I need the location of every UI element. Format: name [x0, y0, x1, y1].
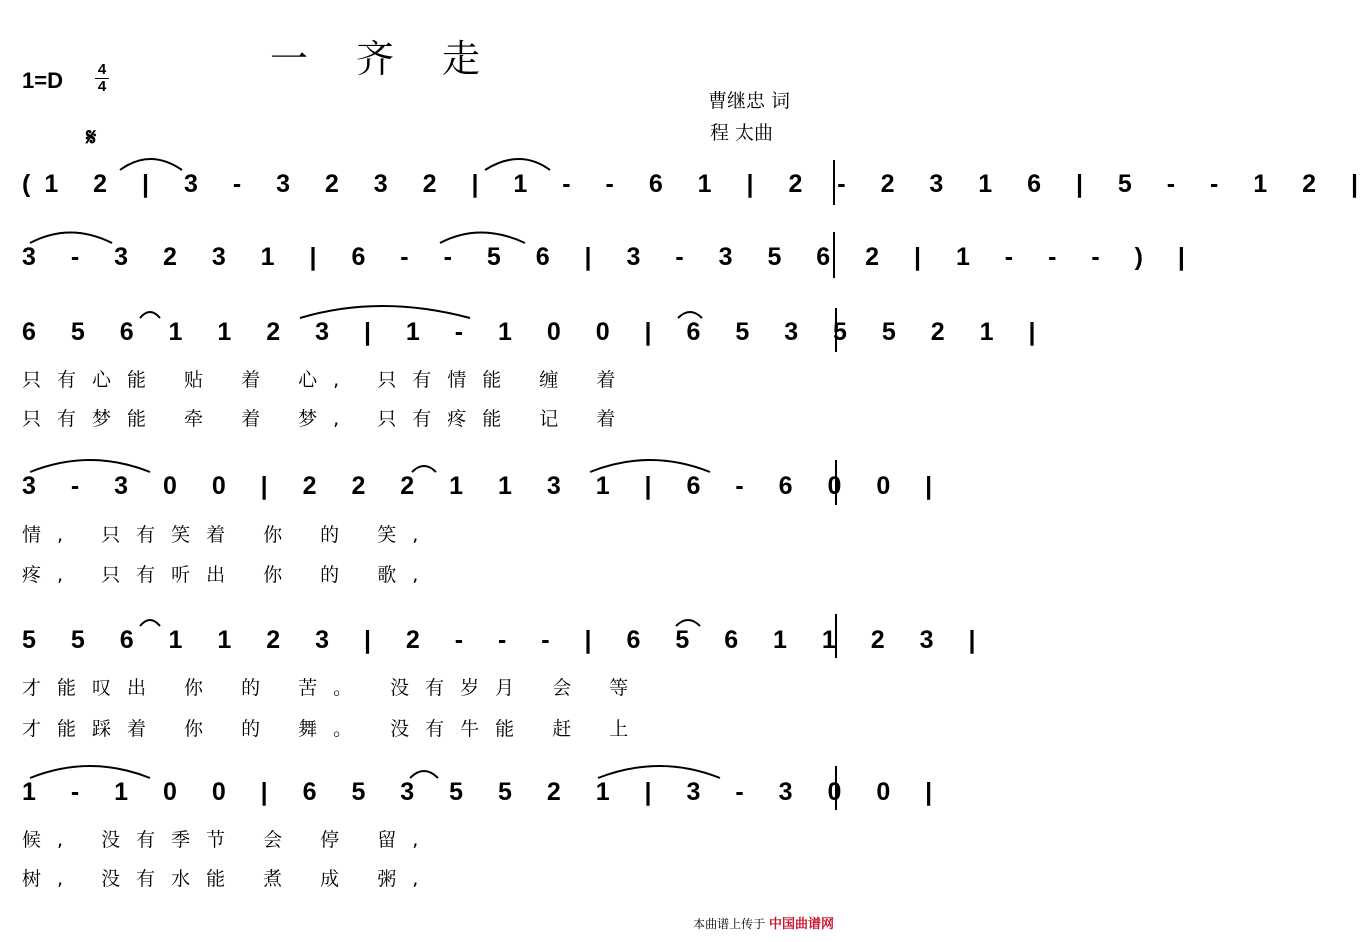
- lyric-line-6a: 候, 没有季节 会 停 留,: [22, 829, 435, 851]
- slur-arc: [410, 771, 438, 778]
- composer-credit: 程 太曲: [710, 122, 774, 144]
- footer-credit: [693, 913, 834, 932]
- slur-arc: [678, 312, 702, 318]
- footer-text: 本曲谱上传于: [693, 917, 766, 931]
- score-line-6: 1 - 1 0 0 | 6 5 3 5 5 2 1 | 3 - 3 0 0 |: [22, 778, 947, 806]
- key-signature: 1=D: [22, 68, 63, 93]
- slur-arc: [30, 766, 150, 778]
- slur-arc: [440, 233, 525, 244]
- slur-arc: [598, 766, 720, 778]
- lyric-line-4b: 疼, 只有听出 你 的 歌,: [22, 564, 435, 586]
- lyric-line-5a: 才能叹出 你 的 苦。 没有岁月 会 等: [22, 677, 645, 699]
- lyric-line-3a: 只有心能 贴 着 心, 只有情能 缠 着: [22, 369, 632, 391]
- lyric-line-6b: 树, 没有水能 煮 成 粥,: [22, 868, 435, 890]
- slur-arc: [30, 460, 150, 472]
- score-line-1: (1 2 | 3 - 3 2 3 2 | 1 - - 6 1 | 2 - 2 3 1 6 | 5 - - 1 2 |: [22, 170, 1372, 198]
- score-line-2: 3 - 3 2 3 1 | 6 - - 5 6 | 3 - 3 5 6 2 | 1 - - - ) |: [22, 243, 1199, 271]
- time-sig-top: 4: [97, 61, 107, 78]
- slur-arc: [300, 306, 470, 318]
- lyricist-credit: 曹继忠 词: [708, 90, 791, 112]
- score-line-5: 5 5 6 1 1 2 3 | 2 - - - | 6 5 6 1 1 2 3 |: [22, 626, 990, 654]
- score-line-4: 3 - 3 0 0 | 2 2 2 1 1 3 1 | 6 - 6 0 0 |: [22, 472, 947, 500]
- slur-arc: [30, 233, 112, 244]
- slur-arc: [120, 159, 182, 170]
- score-line-3: 6 5 6 1 1 2 3 | 1 - 1 0 0 | 6 5 3 5 5 2 1 |: [22, 318, 1050, 346]
- slur-arc: [676, 620, 700, 626]
- lyric-line-5b: 才能踩着 你 的 舞。 没有牛能 赶 上: [22, 718, 645, 740]
- site-brand-logo: 中国曲谱网: [768, 917, 834, 932]
- slur-arc: [590, 460, 710, 472]
- song-title: 一齐走: [270, 37, 529, 81]
- slur-arc: [140, 620, 160, 626]
- time-sig-bottom: 4: [97, 78, 107, 95]
- lyric-line-3b: 只有梦能 牵 着 梦, 只有疼能 记 着: [22, 408, 632, 430]
- slur-arc: [140, 312, 160, 318]
- lyric-line-4a: 情, 只有笑着 你 的 笑,: [22, 524, 435, 546]
- slur-arc: [412, 466, 436, 472]
- segno-icon: 𝄋: [86, 122, 97, 151]
- slur-arc: [485, 159, 550, 170]
